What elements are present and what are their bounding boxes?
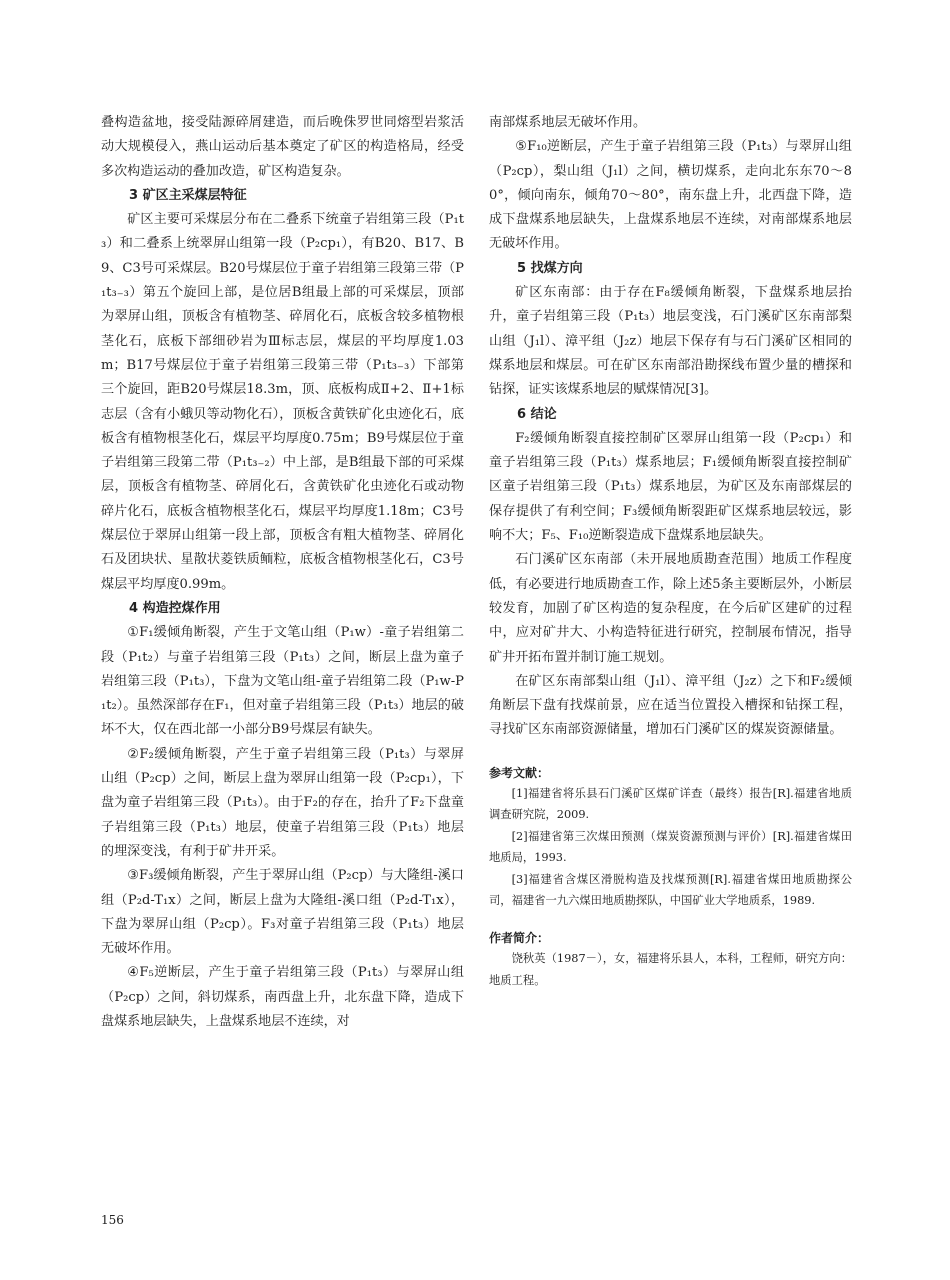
author-bio-title: 作者简介： <box>489 930 550 945</box>
right-column <box>489 111 852 992</box>
paragraph-fault-f3: ③F₃缓倾角断裂，产生于翠屏山组（P₂cp）与大隆组-溪口组（P₂d-T₁x）之间，断层上盘为大隆组-溪口组（P₂d-T₁x），下盘为翠屏山组（P₂cp）。F₃对童子岩组第三段（P₁t₃）地层无破坏作用。 <box>101 868 464 957</box>
paragraph-fault-f10: ⑤F₁₀逆断层，产生于童子岩组第三段（P₁t₃）与翠屏山组（P₂cp），梨山组（J₁l）之间，横切煤系，走向北东东70～80°，倾向南东，倾角70～80°，南东盘上升，北西盘下降，造成下盘煤系地层缺失，上盘煤系地层不连续，对南部煤系地层无破坏作用。 <box>489 139 852 252</box>
author-bio: 饶秋英（1987－），女，福建将乐县人，本科，工程师，研究方向：地质工程。 <box>489 951 852 987</box>
paragraph-fault-f2: ②F₂缓倾角断裂，产生于童子岩组第三段（P₁t₃）与翠屏山组（P₂cp）之间，断层上盘为翠屏山组第一段（P₂cp₁），下盘为童子岩组第三段（P₁t₃）。由于F₂的存在，抬升了F₂下盘童子岩组第三段（P₁t₃）地层，使童子岩组第三段（P₁t₃）地层的埋深变浅，有利于矿井开采。 <box>101 746 464 859</box>
paragraph-fault-f1: ①F₁缓倾角断裂，产生于文笔山组（P₁w）-童子岩组第二段（P₁t₂）与童子岩组第三段（P₁t₃）之间，断层上盘为童子岩组第三段（P₁t₃），下盘为文笔山组-童子岩组第二段（P₁w-P₁t₂）。虽然深部存在F₁，但对童子岩组第三段（P₁t₃）地层的破坏不大，仅在西北部一小部分B9号煤层有缺失。 <box>101 625 464 738</box>
paragraph-conclusion-1: F₂缓倾角断裂直接控制矿区翠屏山组第一段（P₂cp₁）和童子岩组第三段（P₁t₃）煤系地层；F₁缓倾角断裂直接控制矿区童子岩组第三段（P₁t₃）煤系地层，为矿区及东南部煤层的保存提供了有利空间；F₃缓倾角断裂距矿区煤系地层较远，影响不大；F₅、F₁₀逆断裂造成下盘煤系地层缺失。 <box>489 430 852 544</box>
paragraph-conclusion-2: 石门溪矿区东南部（未开展地质勘查范围）地质工作程度低，有必要进行地质勘查工作，除上述5条主要断层外，小断层较发育，加剧了矿区构造的复杂程度，在今后矿区建矿的过程中，应对矿井大、小构造特征进行研究，控制展布情况，指导矿井开拓布置并制订施工规划。 <box>489 552 852 665</box>
paragraph-intro-continued: 叠构造盆地，接受陆源碎屑建造，而后晚侏罗世同熔型岩浆活动大规模侵入，燕山运动后基本奠定了矿区的构造格局，经受多次构造运动的叠加改造，矿区构造复杂。 <box>101 115 464 179</box>
section-heading-3: 3 矿区主采煤层特征 <box>129 187 247 203</box>
paragraph-coal-seams: 矿区主要可采煤层分布在二叠系下统童子岩组第三段（P₁t₃）和二叠系上统翠屏山组第一段（P₂cp₁），有B20、B17、B9、C3号可采煤层。B20号煤层位于童子岩组第三段第三带（P₁t₃₋₃）第五个旋回上部，是位居B组最上部的可采煤层，顶部为翠屏山组，顶板含有植物茎、碎屑化石，底板含较多植物根茎化石，底板下部细砂岩为Ⅲ标志层，煤层的平均厚度1.03m；B17号煤层位于童子岩组第三段第三带（P₁t₃₋₃）下部第三个旋回，距B20号煤层18.3m，顶、底板构成Ⅱ+2、Ⅱ+1标志层（含有小蛾贝等动物化石），顶板含黄铁矿化虫迹化石，底板含有植物根茎化石，煤层平均厚度0.75m；B9号煤层位于童子岩组第三段第二带（P₁t₃₋₂）中上部，是B组最下部的可采煤层，顶板含有植物茎、碎屑化石，含黄铁矿化虫迹化石或动物碎片化石，底板含植物根茎化石，煤层平均厚度1.18m；C3号煤层位于翠屏山组第一段上部，顶板含有粗大植物茎、碎屑化石及团块状、星散状菱铁质鲕粒，底板含植物根茎化石，C3号煤层平均厚度0.99m。 <box>101 212 464 592</box>
reference-item: [2]福建省第三次煤田预测（煤炭资源预测与评价）[R].福建省煤田地质局，1993. <box>489 829 852 865</box>
paragraph-continued: 南部煤系地层无破坏作用。 <box>489 115 647 130</box>
left-column <box>101 111 464 1034</box>
reference-item: [1]福建省将乐县石门溪矿区煤矿详查（最终）报告[R].福建省地质调查研究院，2009. <box>489 786 852 822</box>
section-heading-4: 4 构造控煤作用 <box>129 600 221 616</box>
paragraph-fault-f5: ④F₅逆断层，产生于童子岩组第三段（P₁t₃）与翠屏山组（P₂cp）之间，斜切煤系，南西盘上升，北东盘下降，造成下盘煤系地层缺失，上盘煤系地层不连续，对 <box>101 965 464 1029</box>
section-heading-6: 6 结论 <box>517 406 557 422</box>
paragraph-coal-finding: 矿区东南部：由于存在F₈缓倾角断裂，下盘煤系地层抬升，童子岩组第三段（P₁t₃）地层变浅，石门溪矿区东南部梨山组（J₁l）、漳平组（J₂z）地层下保存有与石门溪矿区相同的煤系地层和煤层。可在矿区东南部沿勘探线布置少量的槽探和钻探，证实该煤系地层的赋煤情况[3]。 <box>489 285 852 398</box>
section-heading-5: 5 找煤方向 <box>517 260 583 276</box>
reference-item: [3]福建省含煤区滑脱构造及找煤预测[R].福建省煤田地质勘探公司，福建省一九六煤田地质勘探队，中国矿业大学地质系，1989. <box>489 872 852 908</box>
references-title: 参考文献： <box>489 765 550 780</box>
page-number: 156 <box>101 1213 124 1227</box>
paragraph-conclusion-3: 在矿区东南部梨山组（J₁l）、漳平组（J₂z）之下和F₂缓倾角断层下盘有找煤前景，应在适当位置投入槽探和钻探工程，寻找矿区东南部资源储量，增加石门溪矿区的煤炭资源储量。 <box>489 673 852 738</box>
